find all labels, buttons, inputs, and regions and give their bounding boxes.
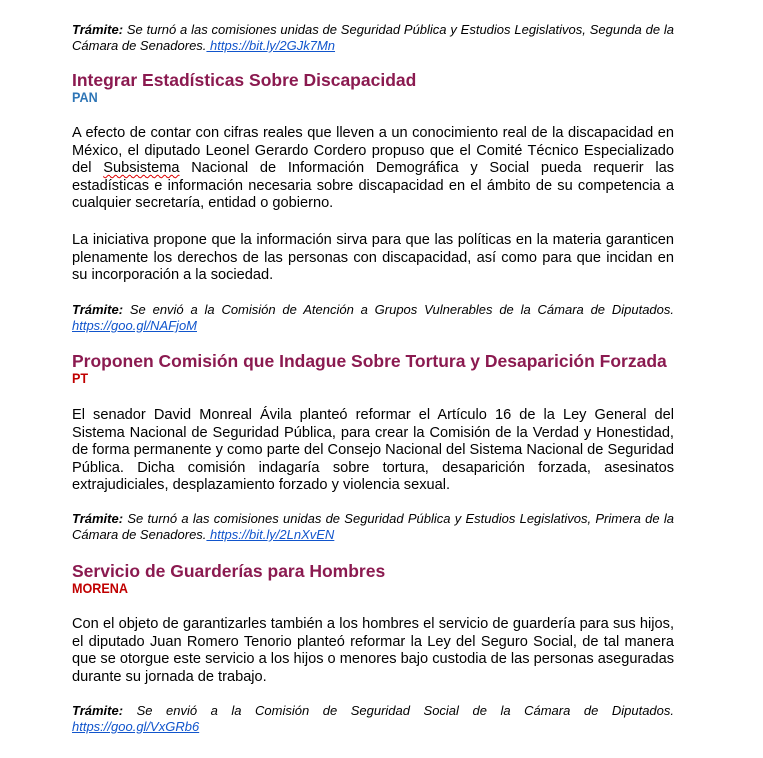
paragraph: La iniciativa propone que la información sirva para que las políticas en la materia garanticen plenamente los derechos de las personas con discapacidad, así como para que incidan en su incorporación a la sociedad. bbox=[72, 232, 674, 284]
tramite-note bbox=[72, 511, 674, 543]
paragraph: Con el objeto de garantizarles también a los hombres el servicio de guardería para sus hijos, el diputado Juan Romero Tenorio planteó reformar la Ley del Seguro Social, de tal manera que se otorgue este servicio a los hijos o menores bajo custodia de las personas aseguradas durante su jornada de trabajo. bbox=[72, 616, 674, 685]
paragraph: El senador David Monreal Ávila planteó reformar el Artículo 16 de la Ley General del Sistema Nacional de Seguridad Pública, para crear la Comisión de la Verdad y Honestidad, de forma permanente y como parte del Consejo Nacional del Sistema Nacional de Seguridad Pública. Dicha comisión indagaría sobre tortura, desaparición forzada, asesinatos extrajudiciales, desplazamiento forzado y violencia sexual. bbox=[72, 407, 674, 494]
tramite-link[interactable]: https://goo.gl/NAFjoM bbox=[72, 318, 197, 333]
section-title: Integrar Estadísticas Sobre Discapacidad bbox=[72, 70, 417, 90]
tramite-link[interactable]: https://bit.ly/2LnXvEN bbox=[206, 527, 335, 542]
tramite-link[interactable]: https://bit.ly/2GJk7Mn bbox=[206, 38, 336, 53]
tramite-label: Trámite: bbox=[72, 302, 124, 317]
party-label: PT bbox=[72, 370, 89, 386]
misspelled-word: Subsistema bbox=[103, 160, 180, 177]
tramite-note bbox=[72, 703, 674, 735]
section-title: Proponen Comisión que Indague Sobre Tortura y Desaparición Forzada bbox=[72, 351, 667, 371]
tramite-label: Trámite: bbox=[72, 22, 124, 37]
tramite-label: Trámite: bbox=[72, 511, 124, 526]
tramite-link[interactable]: https://goo.gl/VxGRb6 bbox=[72, 719, 200, 734]
tramite-text: Se turnó a las comisiones unidas de Seguridad Pública y Estudios Legislativos, Primera de la Cámara de Senadores. bbox=[72, 511, 674, 542]
tramite-note bbox=[72, 22, 674, 54]
tramite-text: Se envió a la Comisión de Seguridad Social de la Cámara de Diputados. bbox=[123, 703, 674, 718]
tramite-label: Trámite: bbox=[72, 703, 124, 718]
party-label: PAN bbox=[72, 89, 98, 105]
paragraph bbox=[72, 125, 674, 213]
paragraph-text: Nacional de Información Demográfica y Social pueda requerir las estadísticas e información necesaria sobre discapacidad en el ámbito de su competencia a cualquier secretaría, entidad o gobierno. bbox=[72, 160, 674, 212]
section-title: Servicio de Guarderías para Hombres bbox=[72, 561, 386, 581]
tramite-text: Se envió a la Comisión de Atención a Grupos Vulnerables de la Cámara de Diputados. bbox=[123, 302, 674, 317]
paragraph-text: A efecto de contar con cifras reales que lleven a un conocimiento real de la discapacidad en México, el diputado Leonel Gerardo Cordero propuso que el Comité Técnico Especializado del bbox=[72, 125, 674, 177]
tramite-note bbox=[72, 302, 674, 334]
party-label: MORENA bbox=[72, 580, 129, 596]
tramite-text: Se turnó a las comisiones unidas de Seguridad Pública y Estudios Legislativos, Segunda de la Cámara de Senadores. bbox=[72, 22, 674, 53]
